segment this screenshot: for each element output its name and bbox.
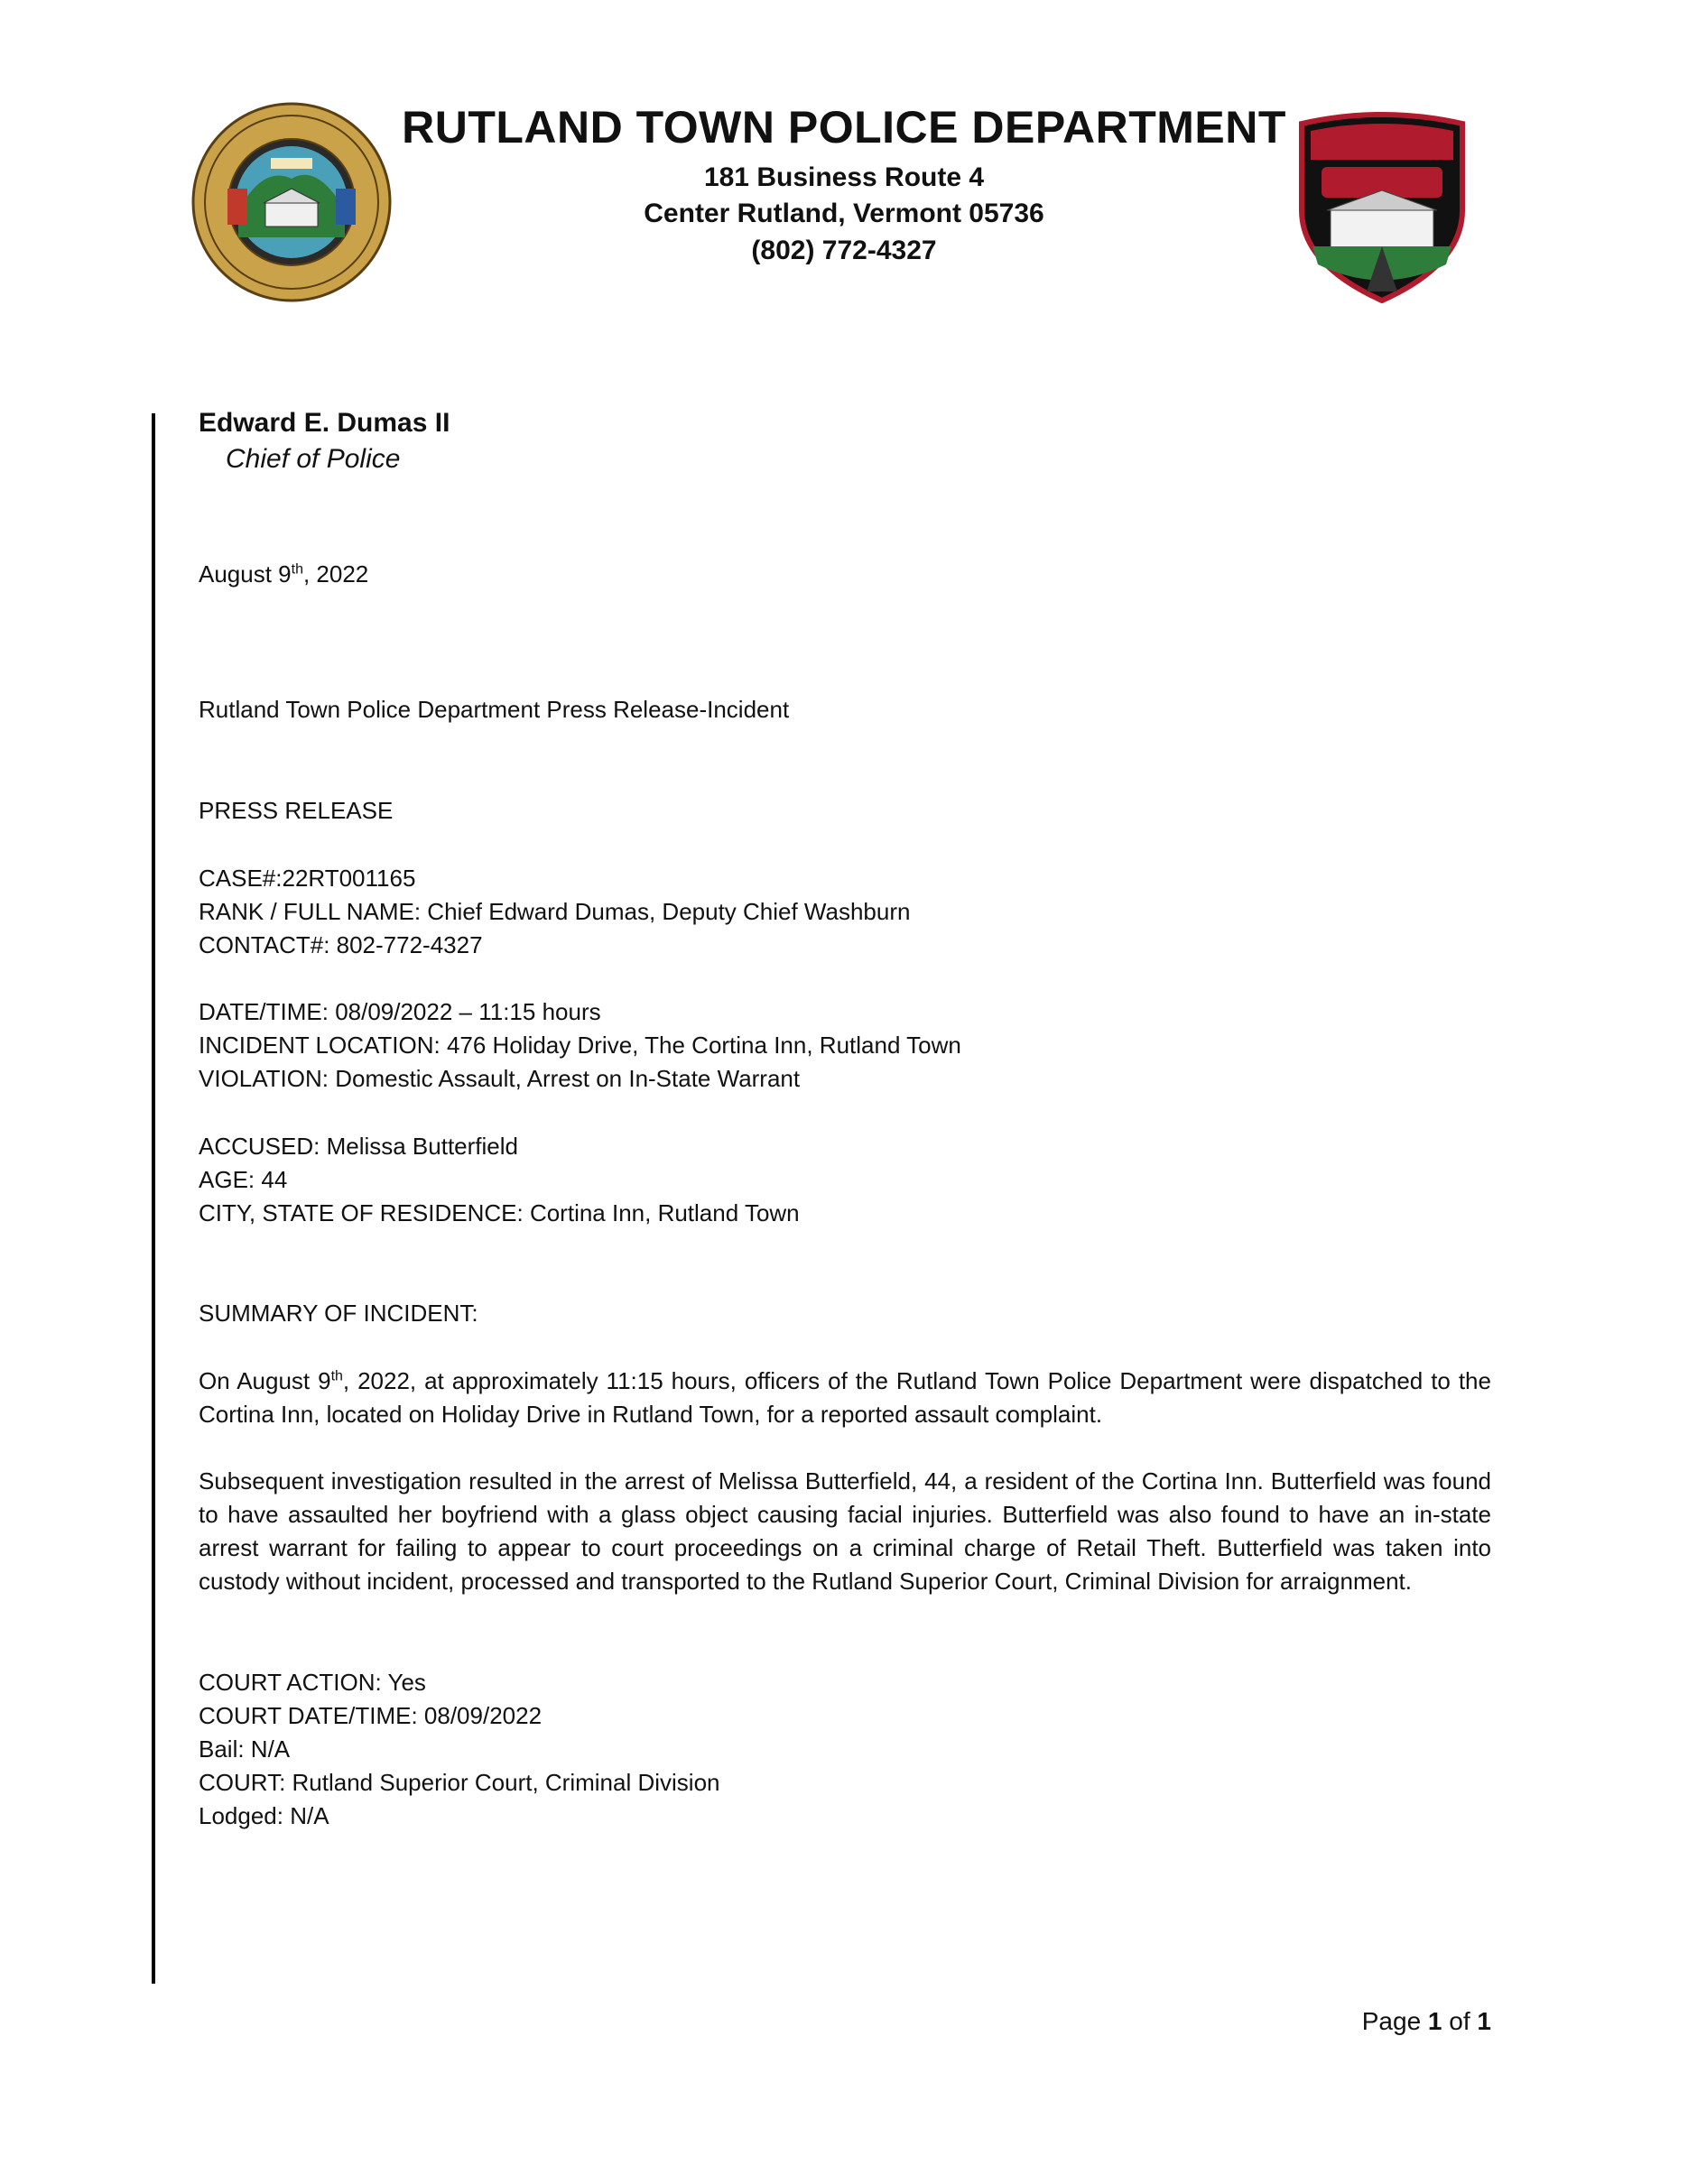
- summary-paragraph-2: Subsequent investigation resulted in the arrest of Melissa Butterfield, 44, a resident of the Cortina Inn. Butterfield was found to have assaulted her boyfriend with a glass object causing facial injuries. Butterfield was also found to have an in-state arrest warrant for failing to appear to court proceedings on a criminal charge of Retail Theft. Butterfield was taken into custody without incident, processed and transported to the Rutland Superior Court, Criminal Division for arraignment.: [199, 1467, 1491, 1595]
- department-phone: (802) 772-4327: [751, 236, 937, 265]
- incident-location: INCIDENT LOCATION: 476 Holiday Drive, The Cortina Inn, Rutland Town: [199, 1032, 961, 1059]
- summary-label: SUMMARY OF INCIDENT:: [199, 1300, 478, 1327]
- rank-full-name: RANK / FULL NAME: Chief Edward Dumas, Deputy Chief Washburn: [199, 898, 911, 925]
- court-name: COURT: Rutland Superior Court, Criminal Division: [199, 1769, 720, 1796]
- incident-datetime: DATE/TIME: 08/09/2022 – 11:15 hours: [199, 998, 601, 1025]
- accused-residence: CITY, STATE OF RESIDENCE: Cortina Inn, Rutland Town: [199, 1199, 800, 1226]
- court-action: COURT ACTION: Yes: [199, 1669, 426, 1696]
- accused-name: ACCUSED: Melissa Butterfield: [199, 1133, 518, 1160]
- summary-paragraph-1: On August 9th, 2022, at approximately 11:15 hours, officers of the Rutland Town Police Department were dispatched to the Cortina Inn, located on Holiday Drive in Rutland Town, for a reported assault complaint.: [199, 1367, 1491, 1428]
- press-release-label: PRESS RELEASE: [199, 797, 394, 824]
- department-title: RUTLAND TOWN POLICE DEPARTMENT: [402, 102, 1286, 153]
- release-subject: Rutland Town Police Department Press Release-Incident: [199, 696, 790, 723]
- accused-age: AGE: 44: [199, 1166, 288, 1193]
- bail: Bail: N/A: [199, 1735, 291, 1763]
- contact-number: CONTACT#: 802-772-4327: [199, 931, 483, 958]
- chief-name: Edward E. Dumas II: [199, 408, 450, 438]
- violation: VIOLATION: Domestic Assault, Arrest on In-State Warrant: [199, 1065, 801, 1092]
- court-datetime: COURT DATE/TIME: 08/09/2022: [199, 1702, 543, 1729]
- chief-title: Chief of Police: [226, 444, 401, 474]
- page-number: Page 1 of 1: [1361, 2007, 1491, 2035]
- address-line-2: Center Rutland, Vermont 05736: [644, 199, 1044, 228]
- address-line-1: 181 Business Route 4: [703, 162, 985, 192]
- margin-rule: [152, 413, 155, 1984]
- release-date: August 9th, 2022: [199, 560, 369, 588]
- lodged: Lodged: N/A: [199, 1802, 329, 1829]
- case-number: CASE#:22RT001165: [199, 865, 416, 892]
